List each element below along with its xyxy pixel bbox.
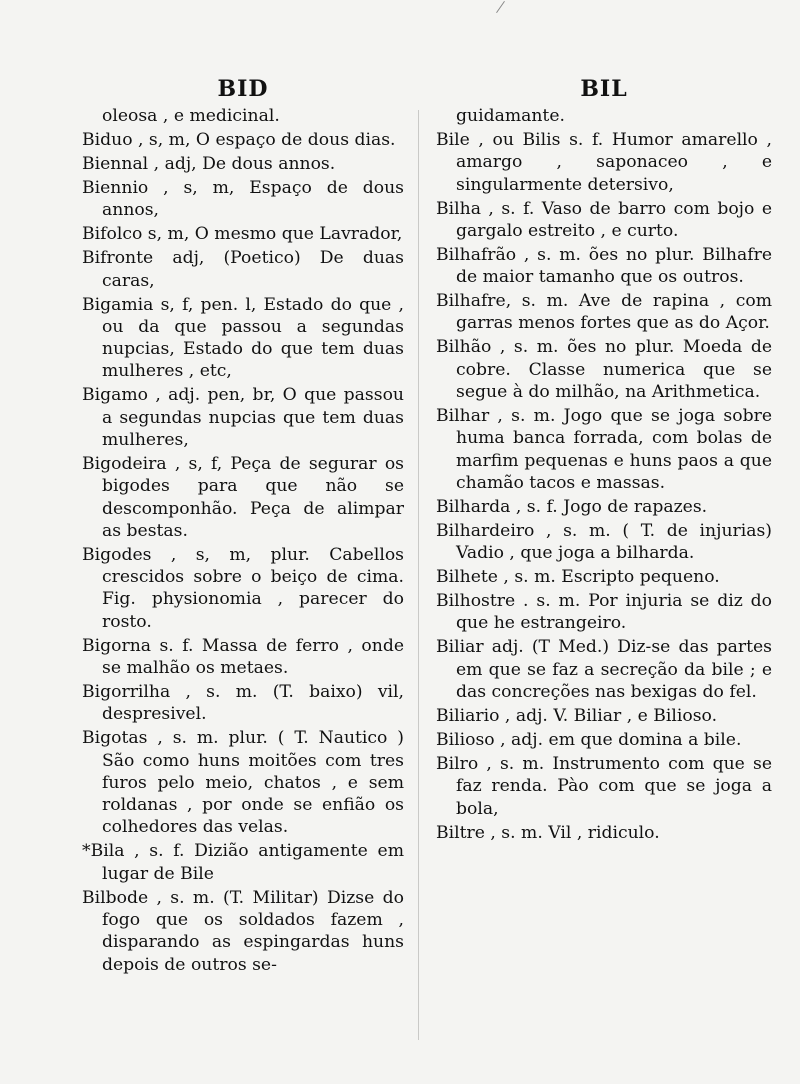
entry-bilha: Bilha , s. f. Vaso de barro com bojo e gargalo estreito , e curto.	[436, 198, 772, 241]
entry-bilbode: Bilbode , s. m. (T. Militar) Dizse do fogo que os soldados fazem , disparando as espingardas huns depois de outros se-	[82, 887, 404, 975]
entry-biliar: Biliar adj. (T Med.) Diz-se das partes em que se faz a secreção da bile ; e das concreções nas bexigas do fel.	[436, 637, 772, 702]
entry-bilhafrao: Bilhafrão , s. m. ões no plur. Bilhafre de maior tamanho que os outros.	[436, 244, 772, 288]
entry-bilro: Bilro , s. m. Instrumento com que se faz renda. Pào com que se joga a bola,	[436, 753, 772, 819]
entry-bigodeira: Bigodeira , s, f, Peça de segurar os bigodes para que não se descomponhão. Peça de alimpar as bestas.	[82, 453, 404, 541]
column-gutter	[418, 110, 419, 1040]
entry-bigotas: Bigotas , s. m. plur. ( T. Nautico ) São como huns moitões com tres furos pelo meio, chatos , e sem roldanas , por onde se enfião os colhedores das velas.	[82, 728, 404, 838]
entry-biennal: Biennal , adj, De dous annos.	[82, 153, 336, 174]
entry-bilhar: Bilhar , s. m. Jogo que se joga sobre huma banca forrada, com bolas de marfim pequenas e huns paos a que chamão tacos e massas.	[436, 405, 772, 493]
entry-continuation: oleosa , e medicinal.	[102, 106, 280, 126]
entry-bilharda: Bilharda , s. f. Jogo de rapazes.	[436, 496, 708, 517]
entry-bilhardeiro: Bilhardeiro , s. m. ( T. de injurias) Vadio , que joga a bilharda.	[436, 520, 772, 564]
entry-biliario: Biliario , adj. V. Biliar , e Bilioso.	[436, 705, 718, 726]
entry-continuation: guidamante.	[456, 106, 565, 126]
entry-bifronte: Bifronte adj, (Poetico) De duas caras,	[82, 248, 404, 291]
entry-biltre: Biltre , s. m. Vil , ridiculo.	[436, 822, 660, 843]
left-running-header: BID	[217, 76, 269, 102]
right-running-header: BIL	[580, 76, 628, 102]
entry-bilhostre: Bilhostre . s. m. Por injuria se diz do que he estrangeiro.	[436, 591, 772, 634]
entry-biduo: Biduo , s, m, O espaço de dous dias.	[82, 129, 396, 150]
entry-bigamo: Bigamo , adj. pen, br, O que passou a segundas nupcias que tem duas mulheres,	[82, 385, 404, 450]
entry-bilhafre: Bilhafre, s. m. Ave de rapina , com garras menos fortes que as do Açor.	[436, 291, 772, 334]
entry-bilhao: Bilhão , s. m. ões no plur. Moeda de cobre. Classe numerica que se segue à do milhão, na Arithmetica.	[436, 337, 772, 402]
entry-biennio: Biennio , s, m, Espaço de dous annos,	[82, 177, 404, 221]
right-entries	[436, 105, 772, 846]
entry-bigodes: Bigodes , s, m, plur. Cabellos crescidos sobre o beiço de cima. Fig. physionomia , parecer do rosto.	[82, 544, 404, 632]
entry-bifolco: Bifolco s, m, O mesmo que Lavrador,	[82, 224, 403, 245]
entry-bilioso: Bilioso , adj. em que domina a bile.	[436, 729, 742, 750]
left-entries	[82, 105, 404, 978]
entry-bile: Bile , ou Bilis s. f. Humor amarello , amargo , saponaceo , e singularmente detersivo,	[436, 129, 772, 195]
entry-bigorrilha: Bigorrilha , s. m. (T. baixo) vil, despresivel.	[82, 681, 404, 725]
entry-bilhete: Bilhete , s. m. Escripto pequeno.	[436, 567, 720, 588]
entry-bila: *Bila , s. f. Dizião antigamente em lugar de Bile	[82, 841, 404, 884]
pen-mark	[496, 1, 505, 13]
entry-bigamia: Bigamia s, f, pen. l, Estado do que , ou da que passou a segundas nupcias, Estado do que tem duas mulheres , etc,	[82, 294, 404, 382]
entry-bigorna: Bigorna s. f. Massa de ferro , onde se malhão os metaes.	[82, 635, 404, 678]
